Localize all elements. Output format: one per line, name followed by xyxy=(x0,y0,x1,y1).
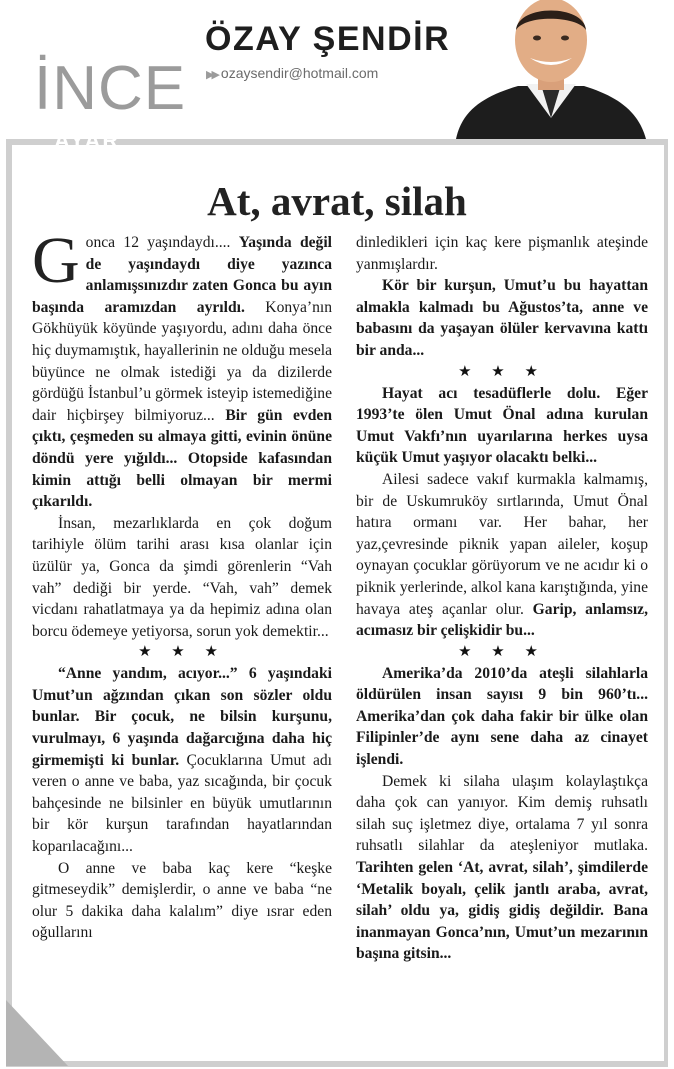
section-separator: ★ ★ ★ xyxy=(138,644,226,661)
article-column-right xyxy=(356,232,648,965)
drop-cap: G xyxy=(32,224,80,297)
author-email xyxy=(206,65,378,81)
article-column-left xyxy=(32,224,333,944)
paragraph: Demek ki silaha ulaşım kolaylaştıkça daha çok can yanıyor. Kim demiş ruhsatlı silah suç işletmez diye, ortalama 7 yıl sonra ruhsatlı silahlar da ateşleniyor mutlaka. Tarihten gelen ‘At, avrat, silah’, şimdilerde ‘Metalik boyalı, çelik jantlı araba, avrat, silah’ oldu ya, gidiş gidiş değildir. Bana inanmayan Gonca’nın, Umut’un mezarının başına gitsin... xyxy=(356,772,648,963)
author-portrait xyxy=(456,0,646,139)
author-name: ÖZAY ŞENDİR xyxy=(205,20,451,58)
paragraph: O anne ve baba kaç kere “keşke gitmeseydik” demişlerdir, o anne ve baba “ne olur 5 dakika daha kalalım” diye ısrar eden oğullarını xyxy=(32,859,332,942)
author-email-text: ozaysendir@hotmail.com xyxy=(220,65,379,81)
section-separator: ★ ★ ★ xyxy=(458,363,546,380)
paragraph: “Anne yandım, acıyor...” 6 yaşındaki Umut’un ağzından çıkan son sözler oldu bunlar. Bir çocuk, ne bilsin kurşunu, vurulmayı, 6 yaşında dağarcığına daha hiç girmemişti ki bunlar. Çocuklarına Umut adı veren o anne ve baba, yaz sıcağında, bir çocuk bahçesinde ne bilsinler en büyük umutlarının bir kör kurşun tarafından hayatlarından koparılacağını... xyxy=(32,665,332,856)
page-corner-decoration xyxy=(6,1000,68,1066)
paragraph: Hayat acı tesadüflerle dolu. Eğer 1993’te ölen Umut Önal adına kurulan Umut Vakfı’nın uyarılarına herkes uysa küçük Umut yaşıyor olacaktı belki... xyxy=(356,384,648,467)
column-header xyxy=(0,0,674,145)
paragraph: Amerika’da 2010’da ateşli silahlarla öldürülen insan sayısı 9 bin 960’tı... Amerika’dan çok daha fakir bir ülke olan Filipinler’de aynı sene daha az cinayet işlendi. xyxy=(356,664,648,769)
paragraph: Ailesi sadece vakıf kurmakla kalmamış, bir de Uskumruköy sırtlarında, Umut Önal hatıra ormanı var. Her bahar, her yaz,çevresinde piknik yapan aileler, koşup oynayan çocuklar görüyorum ve ne acıdır ki o piknik yerlerinde, alkol kana karıştığında, yine havaya ateş açanlar olur. Garip, anlamsız, acımasız bir çelişkidir bu... xyxy=(356,470,648,640)
paragraph: Kör bir kurşun, Umut’u bu hayattan almakla kalmadı bu Ağustos’ta, anne ve babasını da yaşayan ölüler kervavına kattı bir anda... xyxy=(356,277,648,359)
section-separator: ★ ★ ★ xyxy=(458,643,546,660)
article-headline: At, avrat, silah xyxy=(207,178,467,224)
double-arrow-icon: ▶▶ xyxy=(206,69,217,81)
paragraph: Gonca 12 yaşındaydı.... Yaşında değil de yaşındaydı diye yazınca anlamışsınızdır zaten Gonca bu ayın başında aramızdan ayrıldı. Konya’nın Gökhüyük köyünde yaşıyordu, adını daha önce hiç duymamıştık, hayallerinin ne olduğu mesela büyünce ne olmak istediği ya da dizilerde gördüğü İstanbul’u görmek isteyip istemediğine dair hiçbirşey bilmiyoruz... Bir gün evden çıktı, çeşmeden su almaya gitti, evinin önüne döndü yere yığıldı... Otopside kafasından kimin attığı belli olmayan bir mermi çıkarıldı. xyxy=(32,224,333,511)
paragraph: dinledikleri için kaç kere pişmanlık ateşinde yanmışlardır. xyxy=(356,234,648,273)
column-logo-ince: İNCE xyxy=(34,54,187,123)
column-logo-ayar: AYAR xyxy=(54,128,121,153)
paragraph: İnsan, mezarlıklarda en çok doğum tarihiyle ölüm tarihi arası kısa olanlar için üzülür ya, Gonca da şimdi görenlerin “Vah vah” dediği bir yerde. “Vah, vah” demek vicdanı rahatlatmaya ya da hepimiz adına olan borcu ödemeye yetiyorsa, sorun yok demektir... xyxy=(32,514,332,640)
